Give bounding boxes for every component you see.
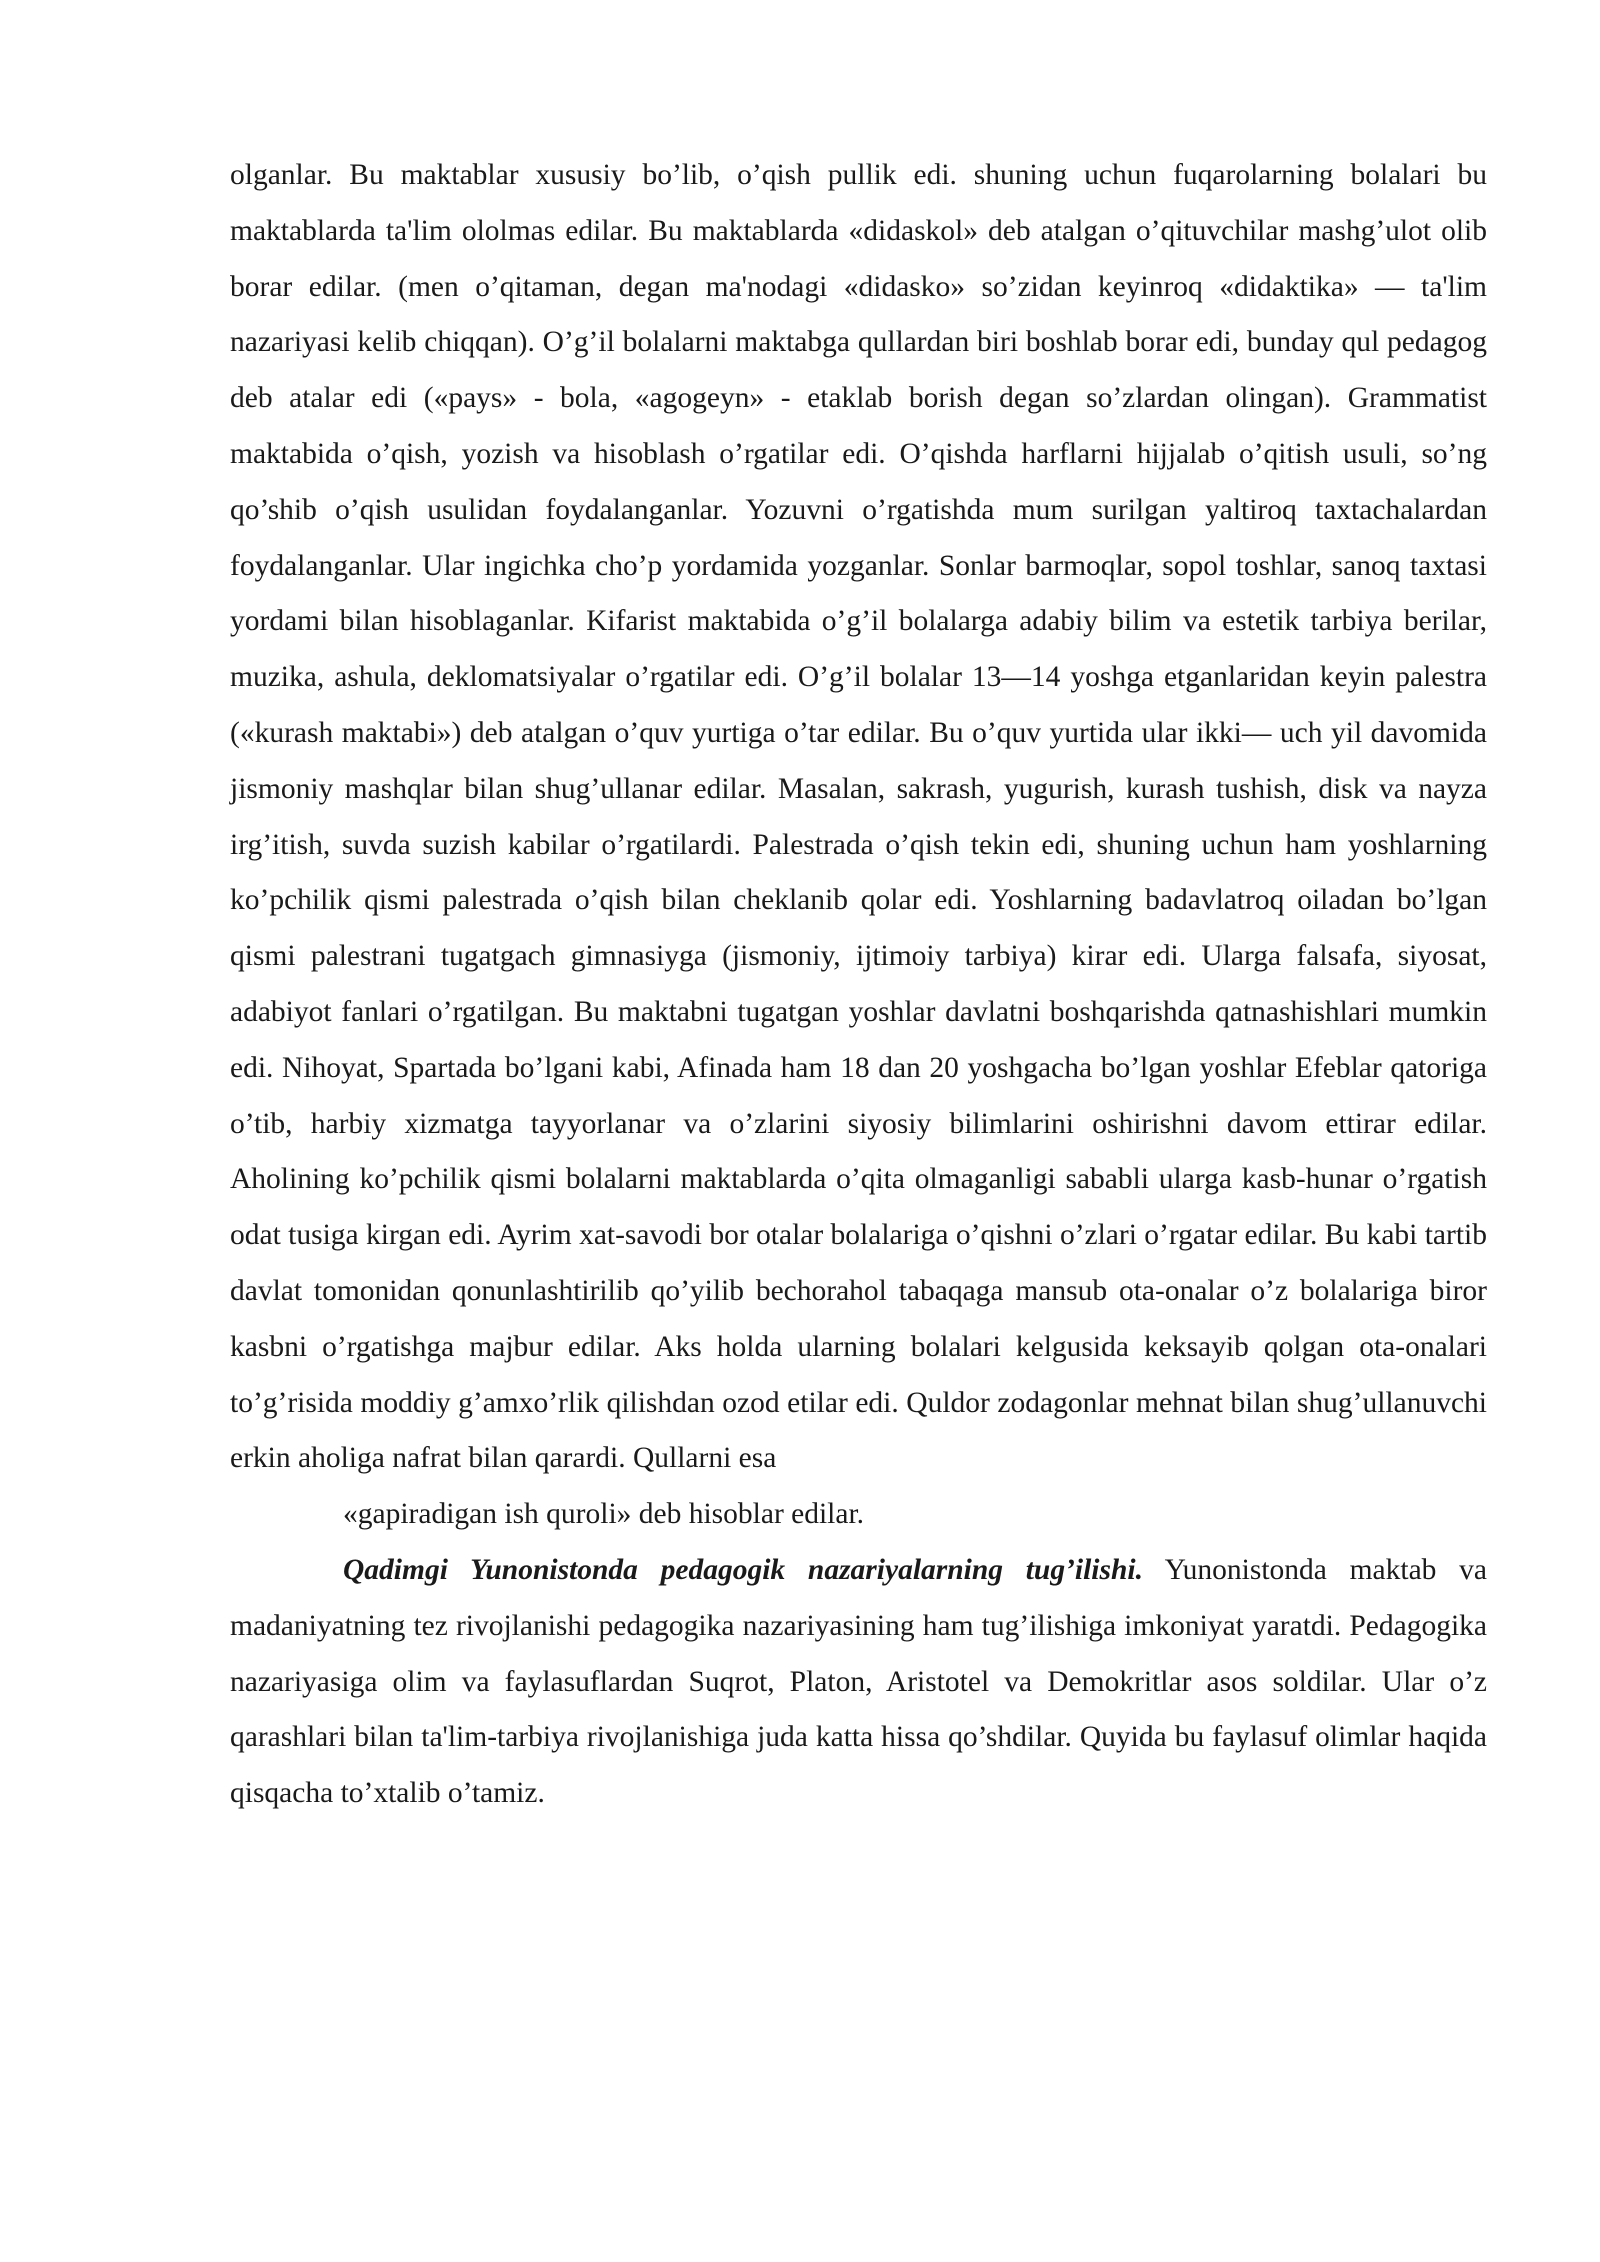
paragraph-quote-line: «gapiradigan ish quroli» deb hisoblar edilar. — [343, 1498, 865, 1531]
section-heading: Qadimgi Yunonistonda pedagogik nazariyalarning tug’ilishi. — [343, 1553, 1143, 1586]
document-page — [230, 148, 1487, 1822]
paragraph-section — [230, 1543, 1487, 1822]
paragraph-continuation: olganlar. Bu maktablar xususiy bo’lib, o’qish pullik edi. shuning uchun fuqarolarning bolalari bu maktablarda ta'lim ololmas edilar. Bu maktablarda «didaskol» deb atalgan o’qituvchilar mashg’ulot olib borar edilar. (men o’qitaman, degan ma'nodagi «didasko» so’zidan keyinroq «didaktika» — ta'lim nazariyasi kelib chiqqan). O’g’il bolalarni maktabga qullardan biri boshlab borar edi, bunday qul pedagog deb atalar edi («pays» - bola, «agogeyn» - etaklab borish degan so’zlardan olingan). Grammatist maktabida o’qish, yozish va hisoblash o’rgatilar edi. O’qishda harflarni hijjalab o’qitish usuli, so’ng qo’shib o’qish usulidan foydalanganlar. Yozuvni o’rgatishda mum surilgan yaltiroq taxtachalardan foydalanganlar. Ular ingichka cho’p yordamida yozganlar. Sonlar barmoqlar, sopol toshlar, sanoq taxtasi yordami bilan hisoblaganlar. Kifarist maktabida o’g’il bolalarga adabiy bilim va estetik tarbiya berilar, muzika, ashula, deklomatsiyalar o’rgatilar edi. O’g’il bolalar 13—14 yoshga etganlaridan keyin palestra («kurash maktabi») deb atalgan o’quv yurtiga o’tar edilar. Bu o’quv yurtida ular ikki— uch yil davomida jismoniy mashqlar bilan shug’ullanar edilar. Masalan, sakrash, yugurish, kurash tushish, disk va nayza irg’itish, suvda suzish kabilar o’rgatilardi. Palestrada o’qish tekin edi, shuning uchun ham yoshlarning ko’pchilik qismi palestrada o’qish bilan cheklanib qolar edi. Yoshlarning badavlatroq oiladan bo’lgan qismi palestrani tugatgach gimnasiyga (jismoniy, ijtimoiy tarbiya) kirar edi. Ularga falsafa, siyosat, adabiyot fanlari o’rgatilgan. Bu maktabni tugatgan yoshlar davlatni boshqarishda qatnashishlari mumkin edi. Nihoyat, Spartada bo’lgani kabi, Afinada ham 18 dan 20 yoshgacha bo’lgan yoshlar Efeblar qatoriga o’tib, harbiy xizmatga tayyorlanar va o’zlarini siyosiy bilimlarini oshirishni davom ettirar edilar. Aholining ko’pchilik qismi bolalarni maktablarda o’qita olmaganligi sababli ularga kasb-hunar o’rgatish odat tusiga kirgan edi. Ayrim xat-savodi bor otalar bolalariga o’qishni o’zlari o’rgatar edilar. Bu kabi tartib davlat tomonidan qonunlashtirilib qo’yilib bechorahol tabaqaga mansub ota-onalar o’z bolalariga biror kasbni o’rgatishga majbur edilar. Aks holda ularning bolalari kelgusida keksayib qolgan ota-onalari to’g’risida moddiy g’amxo’rlik qilishdan ozod etilar edi. Quldor zodagonlar mehnat bilan shug’ullanuvchi erkin aholiga nafrat bilan qarardi. Qullarni esa — [230, 159, 1487, 1475]
section-body: Yunonistonda maktab va madaniyatning tez rivojlanishi pedagogika nazariyasining ham tug’ilishiga imkoniyat yaratdi. Pedagogika nazariyasiga olim va faylasuflardan Suqrot, Platon, Aristotel va Demokritlar asos soldilar. Ular o’z qarashlari bilan ta'lim-tarbiya rivojlanishiga juda katta hissa qo’shdilar. Quyida bu faylasuf olimlar haqida qisqacha to’xtalib o’tamiz. — [230, 1553, 1487, 1810]
